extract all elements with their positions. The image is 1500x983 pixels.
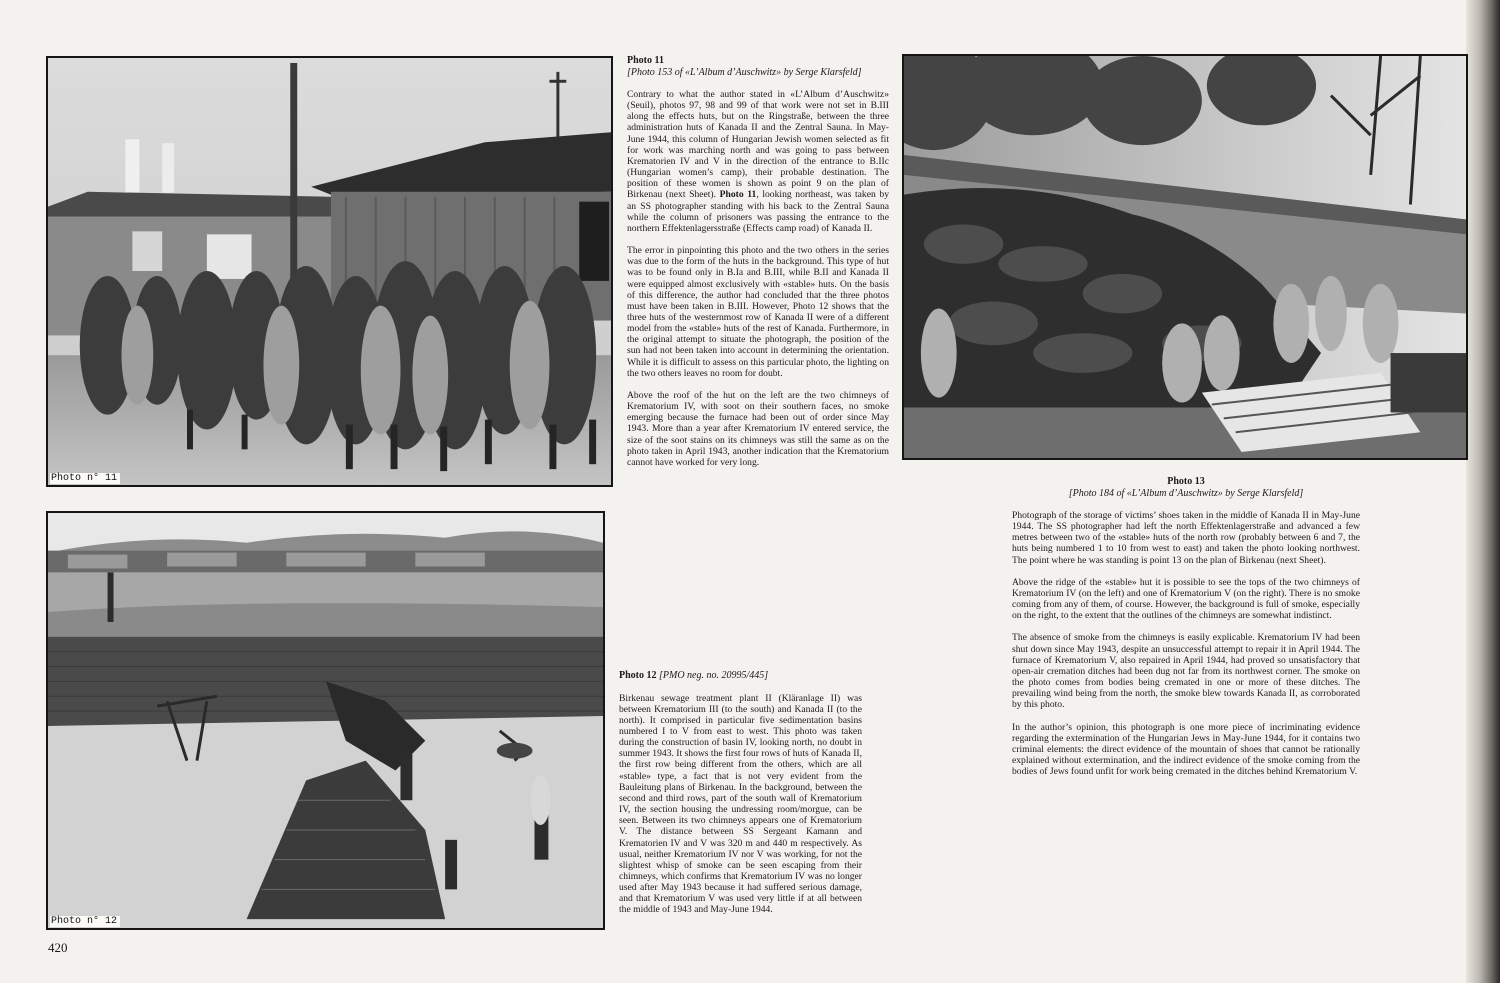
photo-12-title: Photo 12 [619, 670, 657, 681]
photo-11-label: Photo n° 11 [50, 473, 120, 484]
book-gutter-shadow [1466, 0, 1500, 983]
photo-13 [902, 54, 1468, 460]
photo-11-paragraph-1-cont: , looking northeast, was taken by an SS photographer standing with his back to the Zentral Sauna while the column of prisoners was passing the entrance to the northern Effektenlagersstraße (Effects camp road) of Kanada II. [627, 189, 889, 234]
page-number: 420 [48, 940, 68, 955]
photo-13-paragraph-1: Photograph of the storage of victims’ shoes taken in the middle of Kanada II in May-June 1944. The SS photographer had left the north Effektenlagerstraße and advanced a few metres between two of the «stable» huts of the north row (probably between 6 and 7, the huts being numbered 1 to 10 from west to east) and taken the photo looking northwest. The point where he was standing is point 13 on the plan of Birkenau (next Sheet). [1012, 510, 1360, 566]
photo-12-heading [619, 670, 862, 682]
photo-13-caption [1012, 476, 1360, 788]
photo-11 [46, 56, 613, 487]
photo-11-paragraph-3: Above the roof of the hut on the left are the two chimneys of Krematorium IV, with soot on their southern faces, no smoke emerging because the furnace had been out of order since May 1943. More than a year after Krematorium IV entered service, the size of the soot stains on its chimneys was still the same as on the photo taken in April 1943, another indication that the Krematorium cannot have worked for very long. [627, 389, 889, 468]
photo-12-caption [619, 670, 862, 927]
photo-12-paragraph-1: Birkenau sewage treatment plant II (Kläranlage II) was between Krematorium III (to the south) and Kanada II (to the north). It comprised in particular five sedimentation basins numbered I to V from east to west. This photo was taken during the construction of basin IV, looking north, no doubt in summer 1943. It shows the first four rows of huts of Kanada II, the first row being different from the others, which are all «stable» type, a fact that is not very evident from the Bauleitung plans of Birkenau. In the background, between the second and third rows, part of the south wall of Krematorium IV, the section housing the undressing room/morgue, can be seen. Between its two chimneys appears one of Krematorium V. The distance between SS Sergeant Kamann and Krematorien IV and V was 320 m and 440 m respectively. As usual, neither Krematorium IV nor V was working, for not the slightest whisp of smoke can be seen escaping from their chimneys, which confirms that Krematorium IV was no longer used after May 1943 because it had suffered serious damage, and that Krematorium V was used very little if at all between the middle of 1943 and May-June 1944. [619, 692, 862, 916]
photo-13-paragraph-2: Above the ridge of the «stable» hut it is possible to see the tops of the two chimneys of Krematorium IV (on the left) and one of Krematorium V (on the right). There is no smoke coming from any of them, of course. However, the background is full of smoke, especially on the right, to the extent that the outlines of the chimneys are somewhat indistinct. [1012, 576, 1360, 622]
photo-13-title: Photo 13 [1167, 476, 1205, 487]
photo-12 [46, 511, 605, 930]
photo-12-source: [PMO neg. no. 20995/445] [659, 670, 769, 681]
photo-11-title: Photo 11 [627, 55, 664, 66]
photo-11-image [48, 58, 611, 485]
photo-11-caption [627, 55, 889, 479]
photo-11-paragraph-1 [627, 89, 889, 234]
photo-13-paragraph-4: In the author’s opinion, this photograph is one more piece of incriminating evidence regarding the extermination of the Hungarian Jews in May-June 1944, for it contains two criminal elements: the direct evidence of the mountain of shoes that cannot be rationally explained without extermination, and the indirect evidence of the smoke coming from the bodies of Jews found unfit for work being cremated in the ditches behind Krematorium V. [1012, 721, 1360, 778]
photo-13-paragraph-3: The absence of smoke from the chimneys is easily explicable. Krematorium IV had been shut down since May 1943, despite an unsuccessful attempt to repair it in April 1944. The furnace of Krematorium V, also repaired in April 1944, had proved so unsatisfactory that open-air cremation ditches had been dug not far from its northwest corner. The smoke on the photo comes from bodies being cremated in one or more of these ditches. The prevailing wind being from the north, the smoke blew towards Kanada II, as corroborated by this photo. [1012, 632, 1360, 711]
photo-11-paragraph-1-bold: Photo 11 [719, 189, 757, 201]
photo-12-image [48, 513, 603, 928]
photo-11-source: [Photo 153 of «L’Album d’Auschwitz» by Serge Klarsfeld] [627, 66, 862, 78]
photo-13-image [904, 56, 1466, 458]
photo-11-paragraph-1-text: Contrary to what the author stated in «L’Album d’Auschwitz» (Seuil), photos 97, 98 and 99 of that work were not set in B.III along the effects huts, but on the Ringstraße, between the three administration huts of Kanada II and the Zentral Sauna. In May-June 1944, this column of Hungarian Jewish women selected as fit for work was marching north and was going to pass between Krematorien IV and V in the direction of the entrance to B.IIc (Hungarian women’s camp), their probable destination. The position of these women is shown as point 9 on the plan of Birkenau (next Sheet). [627, 89, 889, 201]
photo-12-label: Photo n° 12 [50, 916, 120, 927]
photo-11-paragraph-2: The error in pinpointing this photo and the two others in the series was due to the form of the huts in the background. This type of hut was to be found only in B.Ia and B.III, while B.II and Kanada II were equipped almost exclusively with «stable» huts. On the basis of this difference, the author had concluded that the three photos must have been taken in B.III. However, Photo 12 shows that the three huts of the westernmost row of Kanada II were of a different model from the «stable» huts of the rest of Kanada. Furthermore, in the original attempt to situate the photograph, the position of the sun had not been taken into account in determining the orientation. While it is difficult to assess on this particular photo, the lighting on the two others leaves no room for doubt. [627, 245, 889, 379]
photo-13-source: [Photo 184 of «L’Album d’Auschwitz» by Serge Klarsfeld] [1068, 487, 1304, 499]
